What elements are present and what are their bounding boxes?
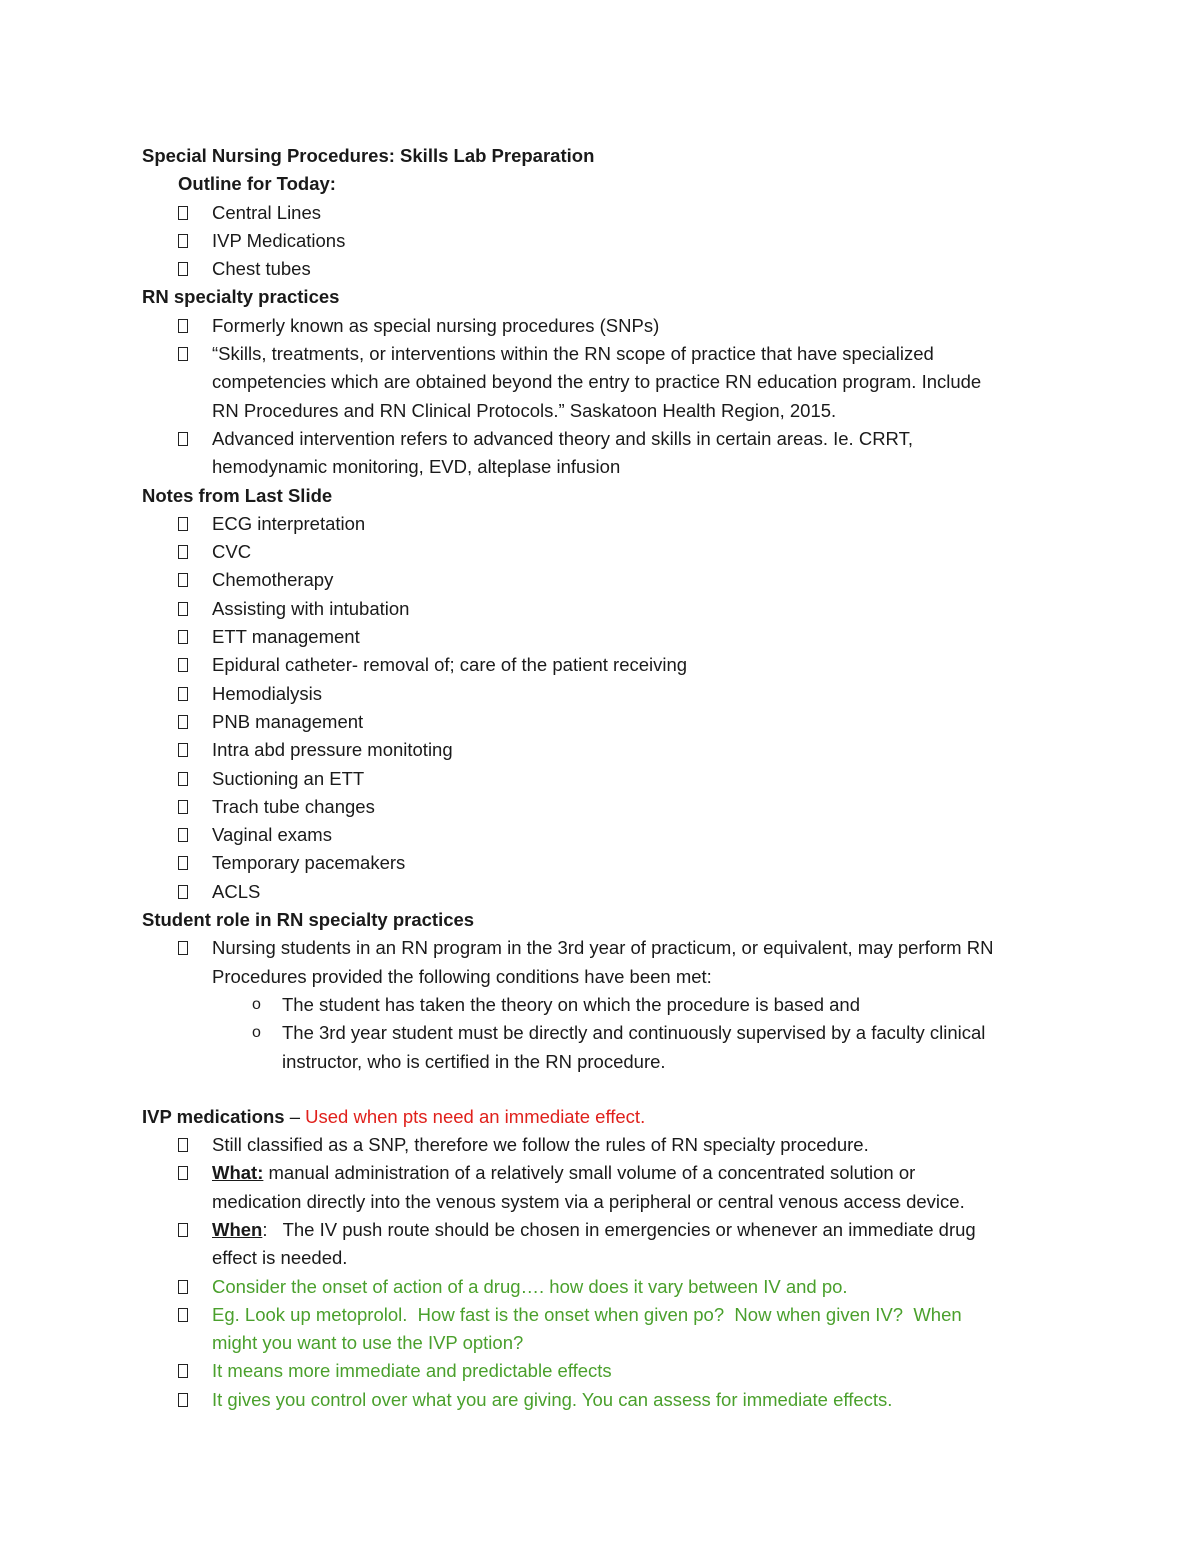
list-item: Eg. Look up metoprolol. How fast is the onset when given po? Now when given IV? When — [142, 1301, 1062, 1329]
bullet-box-icon — [178, 1280, 188, 1294]
list-item: It gives you control over what you are giving. You can assess for immediate effects. — [142, 1386, 1062, 1414]
list-item: ACLS — [142, 878, 1062, 906]
bullet-box-icon — [178, 1364, 188, 1378]
list-item-continuation: medication directly into the venous system via a peripheral or central venous access device. — [212, 1190, 965, 1212]
list-item: Intra abd pressure monitoting — [142, 736, 1062, 764]
list-item: Advanced intervention refers to advanced theory and skills in certain areas. Ie. CRRT, — [142, 425, 1062, 453]
list-item-continuation: Procedures provided the following conditions have been met: — [212, 965, 712, 987]
bullet-box-icon — [178, 772, 188, 786]
ivp-heading-line — [142, 1103, 1062, 1131]
outline-heading: Outline for Today: — [178, 173, 336, 195]
sub-list-item: o The 3rd year student must be directly and continuously supervised by a faculty clinical — [142, 1019, 1062, 1047]
page-title: Special Nursing Procedures: Skills Lab Preparation — [142, 145, 595, 166]
bullet-box-icon — [178, 432, 188, 446]
list-item: It means more immediate and predictable effects — [142, 1357, 1062, 1385]
circle-bullet: o — [252, 1024, 261, 1042]
list-item: ETT management — [142, 623, 1062, 651]
bullet-box-icon — [178, 743, 188, 757]
bullet-box-icon — [178, 715, 188, 729]
bullet-box-icon — [178, 517, 188, 531]
list-item: Chemotherapy — [142, 566, 1062, 594]
when-label: When — [212, 1218, 263, 1240]
bullet-box-icon — [178, 206, 188, 220]
list-item-continuation: RN Procedures and RN Clinical Protocols.” Saskatoon Health Region, 2015. — [212, 399, 837, 421]
circle-bullet: o — [252, 995, 261, 1013]
list-item: When: The IV push route should be chosen in emergencies or whenever an immediate drug — [142, 1216, 1062, 1244]
bullet-box-icon — [178, 602, 188, 616]
what-label: What: — [212, 1162, 264, 1184]
bullet-box-icon — [178, 1308, 188, 1322]
list-item: Temporary pacemakers — [142, 849, 1062, 877]
bullet-box-icon — [178, 941, 188, 955]
list-item: Trach tube changes — [142, 793, 1062, 821]
dash: – — [284, 1105, 306, 1127]
bullet-box-icon — [178, 1393, 188, 1407]
bullet-box-icon — [178, 800, 188, 814]
list-item: Nursing students in an RN program in the 3rd year of practicum, or equivalent, may perform RN — [142, 934, 1062, 962]
list-item-continuation: competencies which are obtained beyond the entry to practice RN education program. Include — [212, 371, 982, 393]
list-item: Chest tubes — [142, 255, 1062, 283]
bullet-box-icon — [178, 658, 188, 672]
rn-specialty-heading: RN specialty practices — [142, 286, 340, 308]
bullet-box-icon — [178, 1223, 188, 1237]
list-item: Vaginal exams — [142, 821, 1062, 849]
list-item: Formerly known as special nursing procedures (SNPs) — [142, 312, 1062, 340]
bullet-box-icon — [178, 630, 188, 644]
list-item: IVP Medications — [142, 227, 1062, 255]
bullet-box-icon — [178, 545, 188, 559]
document-body — [142, 142, 1062, 1414]
spacer — [142, 1076, 1062, 1103]
list-item-continuation: effect is needed. — [212, 1247, 348, 1269]
list-item: Suctioning an ETT — [142, 765, 1062, 793]
student-role-heading: Student role in RN specialty practices — [142, 909, 475, 931]
bullet-box-icon — [178, 687, 188, 701]
list-item: Assisting with intubation — [142, 595, 1062, 623]
sub-list-item-continuation: instructor, who is certified in the RN procedure. — [282, 1050, 666, 1072]
sub-list-item: o The student has taken the theory on which the procedure is based and — [142, 991, 1062, 1019]
list-item: Still classified as a SNP, therefore we follow the rules of RN specialty procedure. — [142, 1131, 1062, 1159]
bullet-box-icon — [178, 885, 188, 899]
bullet-box-icon — [178, 234, 188, 248]
ivp-red-note: Used when pts need an immediate effect. — [305, 1105, 646, 1127]
list-item: Epidural catheter- removal of; care of the patient receiving — [142, 651, 1062, 679]
list-item: ECG interpretation — [142, 510, 1062, 538]
bullet-box-icon — [178, 262, 188, 276]
bullet-box-icon — [178, 828, 188, 842]
bullet-box-icon — [178, 1166, 188, 1180]
list-item-continuation: might you want to use the IVP option? — [212, 1332, 524, 1354]
notes-list — [142, 510, 1062, 906]
bullet-box-icon — [178, 856, 188, 870]
list-item: Consider the onset of action of a drug…. how does it vary between IV and po. — [142, 1273, 1062, 1301]
bullet-box-icon — [178, 347, 188, 361]
list-item: “Skills, treatments, or interventions within the RN scope of practice that have specialized — [142, 340, 1062, 368]
list-item: Central Lines — [142, 199, 1062, 227]
ivp-heading: IVP medications — [142, 1105, 285, 1127]
list-item: What: manual administration of a relatively small volume of a concentrated solution or — [142, 1159, 1062, 1187]
bullet-box-icon — [178, 1138, 188, 1152]
bullet-box-icon — [178, 319, 188, 333]
bullet-box-icon — [178, 573, 188, 587]
list-item: PNB management — [142, 708, 1062, 736]
list-item-continuation: hemodynamic monitoring, EVD, alteplase infusion — [212, 456, 621, 478]
list-item: Hemodialysis — [142, 680, 1062, 708]
list-item: CVC — [142, 538, 1062, 566]
notes-heading: Notes from Last Slide — [142, 484, 333, 506]
